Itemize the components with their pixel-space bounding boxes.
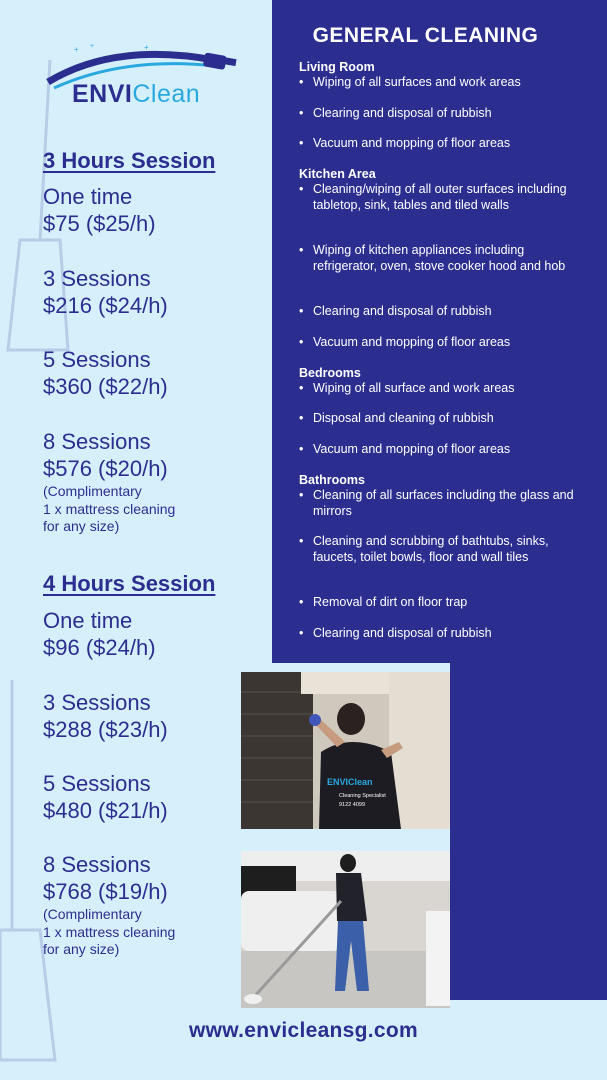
price-option-value: $216 ($24/h) (43, 293, 168, 318)
task-item: • Clearing and disposal of rubbish (299, 626, 584, 642)
price-option-3h-8-sessions (43, 428, 175, 536)
mopping-photo-illustration (241, 851, 450, 1008)
price-option-label: 3 Sessions (43, 266, 151, 291)
photo-cleaner-bathroom (241, 672, 450, 829)
task-item: • Cleaning and scrubbing of bathtubs, sinks, faucets, toilet bowls, floor and wall tiles (299, 534, 584, 565)
shirt-tagline-text: Cleaning Specialist (339, 793, 386, 799)
task-item: • Clearing and disposal of rubbish (299, 304, 584, 320)
logo-envi-text: ENVI (72, 80, 133, 108)
task-text: Removal of dirt on floor trap (313, 595, 468, 609)
three-hours-session-title: 3 Hours Session (43, 148, 216, 173)
task-text: Cleaning of all surfaces including the glass and mirrors (313, 488, 574, 518)
task-text: Wiping of all surface and work areas (313, 381, 515, 395)
task-text: Cleaning and scrubbing of bathtubs, sinks, faucets, toilet bowls, floor and wall tiles (313, 534, 549, 564)
task-item: • Vacuum and mopping of floor areas (299, 136, 584, 152)
price-option-value: $96 ($24/h) (43, 635, 156, 660)
price-option-4h-8-sessions (43, 851, 175, 959)
task-item: • Cleaning of all surfaces including the glass and mirrors (299, 488, 584, 519)
panel-lower-band (450, 663, 607, 1000)
price-option-3h-3-sessions (43, 265, 168, 319)
task-item: • Removal of dirt on floor trap (299, 595, 584, 611)
price-option-value: $288 ($23/h) (43, 717, 168, 742)
shirt-phone-text: 9122 4099 (339, 802, 365, 808)
price-option-4h-5-sessions (43, 770, 168, 824)
four-hours-session-title: 4 Hours Session (43, 571, 216, 596)
logo-clean-text: Clean (132, 80, 201, 108)
task-text: Cleaning/wiping of all outer surfaces including tabletop, sink, tables and tiled walls (313, 182, 567, 212)
price-option-value: $360 ($22/h) (43, 374, 168, 399)
task-text: Clearing and disposal of rubbish (313, 304, 492, 318)
price-option-label: 5 Sessions (43, 347, 151, 372)
svg-text:+: + (90, 43, 95, 50)
svg-text:+: + (74, 45, 79, 54)
task-text: Clearing and disposal of rubbish (313, 626, 492, 640)
task-text: Clearing and disposal of rubbish (313, 106, 492, 120)
price-option-note: (Complimentary 1 x mattress cleaning for any size) (43, 483, 176, 534)
price-option-label: One time (43, 608, 133, 633)
price-option-value: $576 ($20/h) (43, 456, 168, 481)
price-option-note: (Complimentary 1 x mattress cleaning for any size) (43, 906, 176, 957)
room-heading-bathrooms: Bathrooms (299, 473, 365, 487)
task-item: • Vacuum and mopping of floor areas (299, 442, 584, 458)
task-item: • Clearing and disposal of rubbish (299, 106, 584, 122)
enviclean-logo (44, 42, 244, 112)
price-option-value: $75 ($25/h) (43, 211, 156, 236)
svg-text:+: + (144, 43, 149, 52)
task-item: • Wiping of all surfaces and work areas (299, 75, 584, 91)
task-item: • Cleaning/wiping of all outer surfaces including tabletop, sink, tables and tiled walls (299, 182, 584, 213)
room-heading-bedrooms: Bedrooms (299, 366, 361, 380)
task-item: • Vacuum and mopping of floor areas (299, 335, 584, 351)
task-text: Wiping of all surfaces and work areas (313, 75, 521, 89)
price-option-value: $480 ($21/h) (43, 798, 168, 823)
task-text: Vacuum and mopping of floor areas (313, 335, 511, 349)
price-option-label: 3 Sessions (43, 690, 151, 715)
price-option-4h-one-time (43, 607, 156, 661)
price-option-label: 8 Sessions (43, 852, 151, 877)
price-option-value: $768 ($19/h) (43, 879, 168, 904)
task-item: • Disposal and cleaning of rubbish (299, 411, 584, 427)
task-text: Wiping of kitchen appliances including refrigerator, oven, stove cooker hood and hob (313, 243, 566, 273)
logo-wordmark (72, 80, 200, 109)
general-cleaning-title: GENERAL CLEANING (312, 24, 539, 47)
task-item: • Wiping of all surface and work areas (299, 381, 584, 397)
photo-cleaner-mopping (241, 851, 450, 1008)
price-option-3h-5-sessions (43, 346, 168, 400)
bathroom-photo-illustration (241, 672, 450, 829)
task-item: • Wiping of kitchen appliances including refrigerator, oven, stove cooker hood and hob (299, 243, 584, 274)
task-text: Vacuum and mopping of floor areas (313, 442, 511, 456)
price-option-4h-3-sessions (43, 689, 168, 743)
task-text: Vacuum and mopping of floor areas (313, 136, 511, 150)
price-option-label: 5 Sessions (43, 771, 151, 796)
room-heading-kitchen-area: Kitchen Area (299, 167, 376, 181)
shirt-brand-text: ENVIClean (327, 777, 373, 787)
room-heading-living-room: Living Room (299, 60, 375, 74)
website-footer[interactable]: www.envicleansg.com (189, 1019, 418, 1042)
price-option-label: 8 Sessions (43, 429, 151, 454)
price-option-label: One time (43, 184, 133, 209)
task-text: Disposal and cleaning of rubbish (313, 411, 494, 425)
price-option-3h-one-time (43, 183, 156, 237)
